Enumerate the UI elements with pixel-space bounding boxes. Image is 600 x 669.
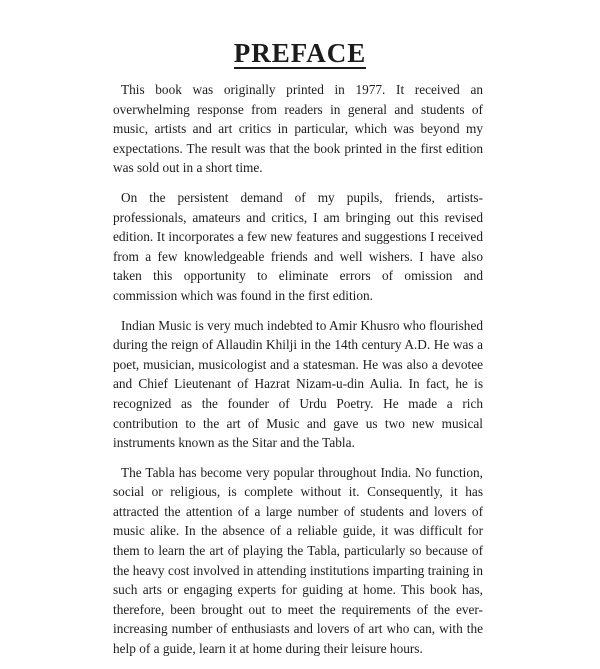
page-title-container	[0, 38, 600, 69]
paragraph-3: Indian Music is very much indebted to Amir Khusro who flourished during the reign of Allaudin Khilji in the 14th century A.D. He was a poet, musician, musicologist and a statesman. He was also a devotee and Chief Lieutenant of Hazrat Nizam-u-din Aulia. In fact, he is recognized as the founder of Urdu Poetry. He made a rich contribution to the art of Music and gave us two new musical instruments known as the Sitar and the Tabla.	[113, 317, 483, 451]
paragraph-2: On the persistent demand of my pupils, friends, artists-professionals, amateurs and critics, I am bringing out this revised edition. It incorporates a few new features and suggestions I received from a few knowledgeable friends and well wishers. I have also taken this opportunity to eliminate errors of omission and commission which was found in the first edition.	[113, 189, 483, 303]
page-title: PREFACE	[233, 38, 367, 68]
preface-body	[113, 80, 483, 669]
paragraph-4: The Tabla has become very popular throughout India. No function, social or religious, is complete without it. Consequently, it has attracted the attention of a large number of students and lovers of music alike. In the absence of a reliable guide, it was difficult for them to learn the art of playing the Tabla, particularly so because of the heavy cost involved in attending institutions imparting training in such arts or engaging experts for guiding at home. This book has, therefore, been brought out to meet the requirements of the ever-increasing number of enthusiasts and lovers of art who can, with the help of a guide, learn it at home during their leisure hours.	[113, 464, 483, 657]
paragraph-1: This book was originally printed in 1977. It received an overwhelming response from readers in general and students of music, artists and art critics in particular, which was beyond my expectations. The result was that the book printed in the first edition was sold out in a short time.	[113, 82, 483, 176]
